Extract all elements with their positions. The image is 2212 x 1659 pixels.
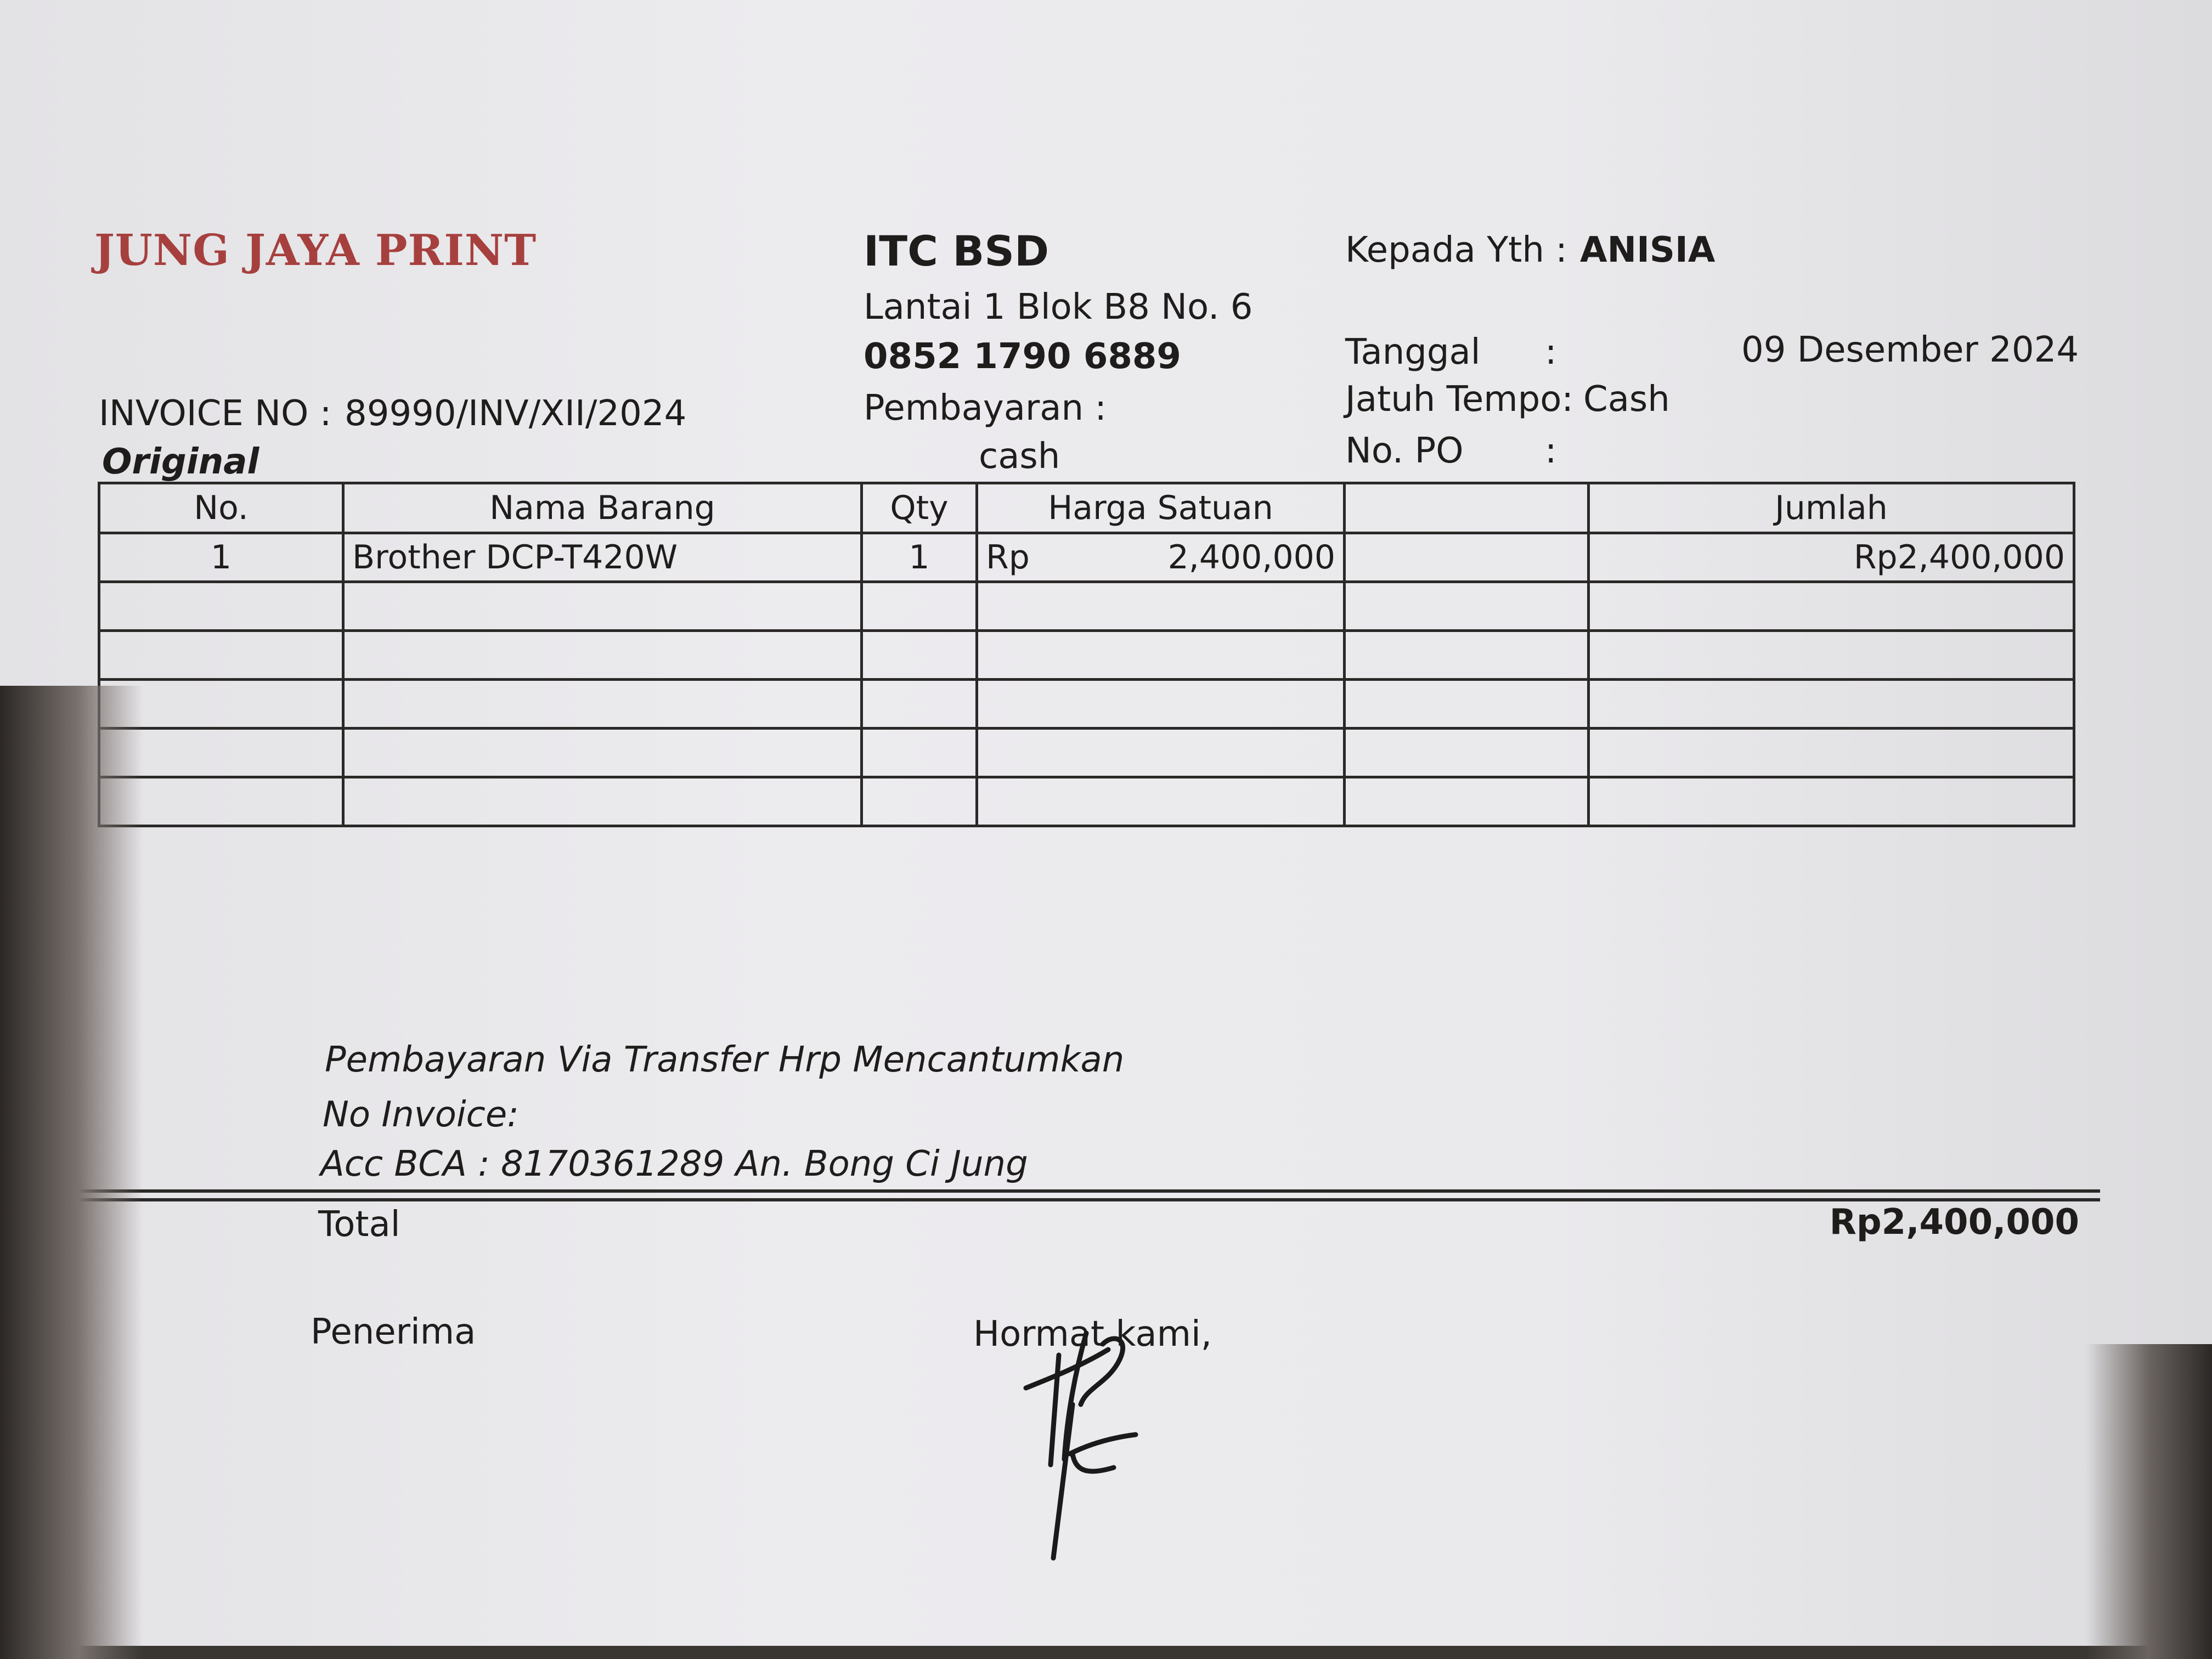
cell-amount bbox=[1589, 631, 2074, 680]
cell-no: 1 bbox=[99, 533, 343, 582]
cell-blank bbox=[1345, 729, 1589, 777]
cell-blank bbox=[1345, 582, 1589, 631]
invoice-number: 89990/INV/XII/2024 bbox=[345, 393, 687, 434]
cell-no bbox=[99, 631, 343, 680]
cell-unit-price bbox=[977, 777, 1345, 826]
col-header-amount: Jumlah bbox=[1589, 483, 2074, 533]
receiver-label: Penerima bbox=[311, 1312, 476, 1352]
cell-item-name bbox=[343, 729, 862, 777]
cell-item-name bbox=[343, 680, 862, 729]
cell-no bbox=[99, 582, 343, 631]
cell-amount: Rp2,400,000 bbox=[1589, 533, 2074, 582]
cell-qty bbox=[862, 777, 977, 826]
cell-qty: 1 bbox=[862, 533, 977, 582]
cell-qty bbox=[862, 582, 977, 631]
table-row bbox=[99, 631, 2074, 680]
date-colon: : bbox=[1545, 332, 1557, 373]
table-header-row bbox=[99, 483, 2074, 533]
po-label: No. PO bbox=[1345, 431, 1464, 471]
payment-note-line-1: Pembayaran Via Transfer Hrp Mencantumkan bbox=[325, 1040, 1125, 1080]
date-label: Tanggal bbox=[1345, 332, 1481, 373]
invoice-number-label: INVOICE NO : bbox=[99, 393, 332, 434]
table-row bbox=[99, 680, 2074, 729]
handwritten-signature bbox=[1020, 1328, 1152, 1580]
col-header-no: No. bbox=[99, 483, 343, 533]
payment-value: cash bbox=[979, 436, 1060, 477]
cell-item-name bbox=[343, 777, 862, 826]
table-row bbox=[99, 777, 2074, 826]
price-currency: Rp bbox=[986, 538, 1030, 577]
table-row bbox=[99, 533, 2074, 582]
store-address: Lantai 1 Blok B8 No. 6 bbox=[864, 287, 1253, 328]
thumb-shadow-left bbox=[0, 686, 143, 1659]
due-value: Cash bbox=[1583, 379, 1670, 420]
cell-blank bbox=[1345, 631, 1589, 680]
table-row bbox=[99, 729, 2074, 777]
cell-item-name bbox=[343, 582, 862, 631]
due-label: Jatuh Tempo: bbox=[1345, 379, 1573, 420]
cell-blank bbox=[1345, 777, 1589, 826]
total-amount: Rp2,400,000 bbox=[1829, 1202, 2079, 1243]
col-header-blank bbox=[1345, 483, 1589, 533]
copy-label: Original bbox=[102, 442, 259, 482]
cell-qty bbox=[862, 680, 977, 729]
store-phone: 0852 1790 6889 bbox=[864, 336, 1181, 377]
price-value: 2,400,000 bbox=[1167, 538, 1335, 577]
cell-amount bbox=[1589, 680, 2074, 729]
cell-blank bbox=[1345, 533, 1589, 582]
sender-label: Hormat kami, bbox=[973, 1314, 1212, 1355]
cell-unit-price bbox=[977, 582, 1345, 631]
divider-line-top bbox=[70, 1189, 2100, 1193]
cell-blank bbox=[1345, 680, 1589, 729]
col-header-item-name: Nama Barang bbox=[343, 483, 862, 533]
col-header-unit-price: Harga Satuan bbox=[977, 483, 1345, 533]
cell-amount bbox=[1589, 777, 2074, 826]
company-logo-text: JUNG JAYA PRINT bbox=[94, 225, 537, 275]
divider-line-bottom bbox=[70, 1198, 2100, 1201]
cell-item-name: Brother DCP-T420W bbox=[343, 533, 862, 582]
cell-item-name bbox=[343, 631, 862, 680]
bank-account-note: Acc BCA : 8170361289 An. Bong Ci Jung bbox=[320, 1144, 1028, 1184]
cell-amount bbox=[1589, 582, 2074, 631]
cell-unit-price bbox=[977, 533, 1345, 582]
thumb-shadow-right bbox=[2086, 1344, 2212, 1659]
cell-unit-price bbox=[977, 680, 1345, 729]
recipient-label: Kepada Yth : bbox=[1345, 230, 1567, 270]
payment-label: Pembayaran : bbox=[864, 388, 1107, 428]
cell-qty bbox=[862, 729, 977, 777]
cell-unit-price bbox=[977, 729, 1345, 777]
invoice-date: 09 Desember 2024 bbox=[1741, 330, 2079, 370]
po-colon: : bbox=[1545, 431, 1557, 471]
table-row bbox=[99, 582, 2074, 631]
col-header-qty: Qty bbox=[862, 483, 977, 533]
cell-unit-price bbox=[977, 631, 1345, 680]
store-name: ITC BSD bbox=[864, 227, 1049, 275]
payment-note-line-2: No Invoice: bbox=[323, 1094, 519, 1135]
recipient-name: ANISIA bbox=[1580, 230, 1716, 270]
cell-amount bbox=[1589, 729, 2074, 777]
cell-qty bbox=[862, 631, 977, 680]
items-table bbox=[98, 482, 2075, 827]
total-label: Total bbox=[318, 1204, 400, 1245]
